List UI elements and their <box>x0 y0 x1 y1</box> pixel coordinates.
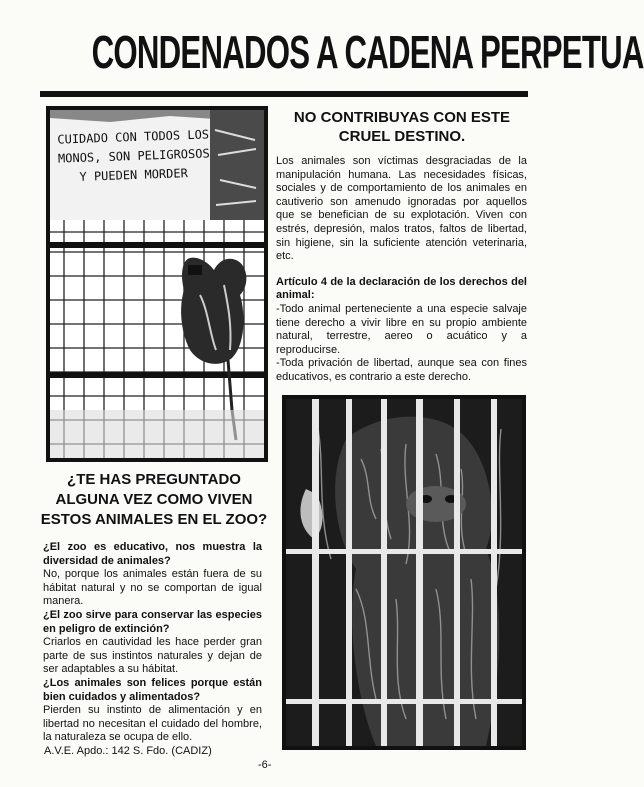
sign-line: MONOS, SON PELIGROSOS <box>57 146 210 166</box>
photo-monkey-cage <box>46 106 268 462</box>
article-title: Artículo 4 de la declaración de los derechos del animal: <box>276 275 527 302</box>
page-title: CONDENADOS A CADENA PERPETUA <box>91 27 644 79</box>
qa-answer: No, porque los animales están fuera de su hábitat natural y no se comportan de igual manera. <box>43 568 262 608</box>
primate-bars-illustration <box>286 399 522 746</box>
warning-sign <box>57 125 209 187</box>
photo-primate-bars <box>282 395 526 750</box>
qa-question: ¿El zoo es educativo, nos muestra la diversidad de animales? <box>43 541 262 567</box>
article-item: -Todo animal perteneciente a una especie salvaje tiene derecho a vivir libre en su propio ambiente natural, terrestre, aereo o acuático y a reproducirse. <box>276 302 527 356</box>
title-divider <box>40 91 528 97</box>
qa-answer: Criarlos en cautividad les hace perder gran parte de sus instintos naturales y dejan de ser adaptables a su hábitat. <box>43 636 262 676</box>
sign-line: CUIDADO CON TODOS LOS <box>57 127 210 147</box>
page-number: -6- <box>258 759 272 771</box>
intro-paragraph: Los animales son víctimas desgraciadas de la manipulación humana. Las necesidades físicas, sociales y de comportamiento de los animales en cautiverio son amenudo ignoradas por aquellos que se benefician de su explotación. Viven con estrés, depresión, malos tratos, faltos de libertad, sin higiene, sin la suficiente atención veterinaria, etc. <box>276 155 527 263</box>
sign-line: Y PUEDEN MORDER <box>79 166 189 184</box>
right-body <box>276 155 527 385</box>
article-item: -Toda privación de libertad, aunque sea con fines educativos, es contrario a este derecho. <box>276 357 527 383</box>
footer-address: A.V.E. Apdo.: 142 S. Fdo. (CADIZ) <box>44 745 212 757</box>
qa-question: ¿El zoo sirve para conservar las especies en peligro de extinción? <box>43 608 262 635</box>
right-heading: NO CONTRIBUYAS CON ESTE CRUEL DESTINO. <box>293 109 511 145</box>
qa-question: ¿Los animales son felices porque están bien cuidados y alimentados? <box>43 676 262 703</box>
qa-section <box>43 541 262 745</box>
qa-answer: Pierden su instinto de alimentación y en libertad no necesitan el cuidado del hombre, la naturaleza se ocupa de ello. <box>43 704 262 744</box>
left-heading: ¿TE HAS PREGUNTADO ALGUNA VEZ COMO VIVEN ESTOS ANIMALES EN EL ZOO? <box>40 471 268 528</box>
